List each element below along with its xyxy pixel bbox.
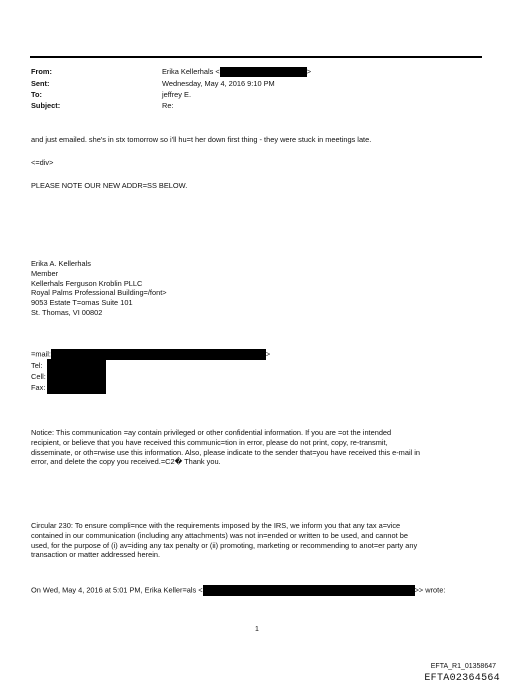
quote-prefix: On Wed, May 4, 2016 at 5:01 PM, Erika Keller=als < (31, 585, 203, 595)
signature-line: 9053 Estate T=omas Suite 101 (31, 298, 133, 308)
fax-label: Fax: (31, 383, 46, 392)
notice-line: disseminate, or oth=rwise use this information. Also, please indicate to the sender that=you have received this e-mail in (31, 447, 421, 457)
signature-line: Erika A. Kellerhals (31, 259, 91, 268)
email-tail: > (265, 349, 271, 359)
notice-line: recipient, or believe that you have received this communic=tion in error, please do not print, copy, re-transmit, (31, 437, 388, 447)
signature-line: Member (31, 268, 59, 278)
email-label: =mail: (31, 349, 51, 359)
confidentiality-notice (31, 428, 483, 467)
from-tail: > (306, 67, 312, 76)
redaction-box (47, 359, 106, 394)
body-line: and just emailed. she's in stx tomorrow so i'll hu=t her down first thing - they were stuck in meetings late. (31, 135, 372, 144)
sent-value: Wednesday, May 4, 2016 9:10 PM (162, 79, 275, 88)
notice-line: error, and delete the copy you received.=C2� Thank you. (31, 457, 221, 467)
notice-line: Notice: This communication =ay contain privileged or other confidential information. If you are =ot the intended (31, 428, 392, 437)
signature-line: Kellerhals Ferguson Kroblin PLLC (31, 278, 143, 288)
redaction-box (203, 585, 415, 596)
cell-label: Cell: (31, 372, 46, 381)
bates-number-large: EFTA02364564 (424, 673, 500, 684)
div-tag-text: <=div> (31, 158, 54, 167)
to-label: To: (31, 90, 42, 99)
circular-230-notice (31, 521, 483, 560)
header-divider (30, 56, 482, 58)
subject-value: Re: (162, 101, 174, 110)
signature-line: St. Thomas, VI 00802 (31, 307, 103, 317)
to-value: jeffrey E. (162, 90, 192, 99)
quote-suffix: >> wrote: (414, 585, 446, 595)
from-label: From: (31, 67, 52, 76)
quote-header (31, 585, 445, 596)
from-name: Erika Kellerhals < (162, 67, 220, 76)
page-number: 1 (255, 626, 259, 633)
redaction-box (220, 67, 307, 77)
circular-line: transaction or matter addressed herein. (31, 550, 160, 560)
signature-line: Royal Palms Professional Building=/font> (31, 288, 167, 298)
circular-line: contained in our communication (including any attachments) was not in=ended or written to be used, and cannot be (31, 530, 408, 540)
circular-line: Circular 230: To ensure compli=nce with the requirements imposed by the IRS, we inform you that any tax a=vice (31, 521, 401, 530)
subject-label: Subject: (31, 101, 61, 110)
bates-number-small: EFTA_R1_01358647 (430, 663, 496, 670)
signature-block (31, 259, 167, 318)
address-notice: PLEASE NOTE OUR NEW ADDR=SS BELOW. (31, 181, 188, 190)
circular-line: used, for the purpose of (i) av=iding any tax penalty or (ii) promoting, marketing or recommending to anot=er party any (31, 540, 418, 550)
tel-label: Tel: (31, 361, 43, 370)
sent-label: Sent: (31, 79, 50, 88)
from-value (162, 67, 311, 77)
